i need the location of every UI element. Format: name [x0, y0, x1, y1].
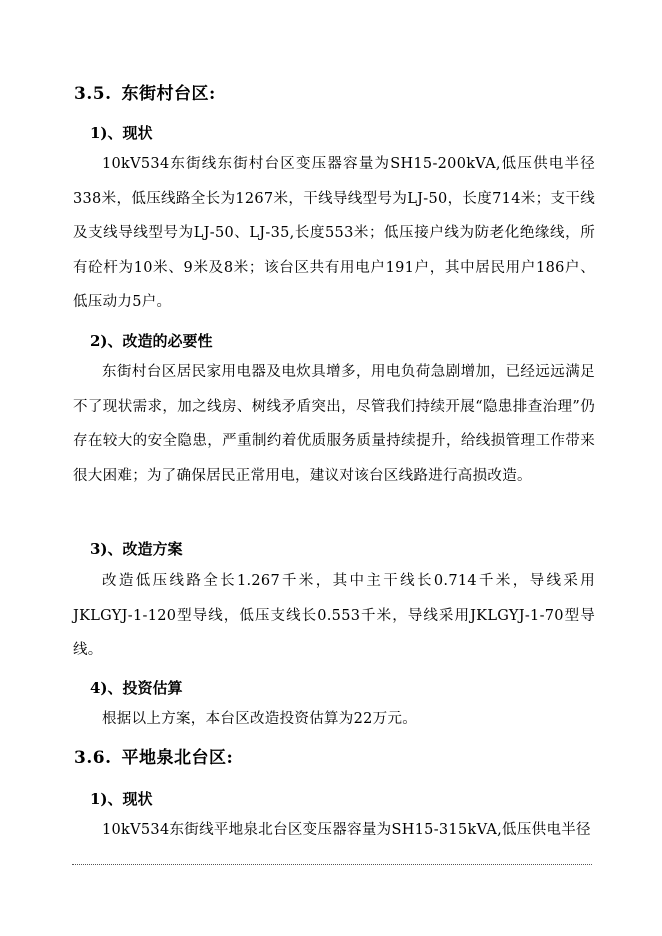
section-3-5-heading	[74, 82, 216, 106]
footer-divider	[72, 864, 592, 865]
section-3-6-heading	[74, 746, 233, 770]
subheading-plan: 3)、改造方案	[90, 540, 183, 558]
paragraph-plan: 改造低压线路全长1.267千米，其中主干线长0.714千米，导线采用JKLGYJ-1-120型导线，低压支线长0.553千米，导线采用JKLGYJ-1-70型导线。	[73, 573, 595, 658]
subheading-necessity: 2)、改造的必要性	[90, 332, 213, 350]
paragraph-status: 10kV534东街线平地泉北台区变压器容量为SH15-315kVA,低压供电半径	[102, 822, 591, 838]
paragraph-investment: 根据以上方案，本台区改造投资估算为22万元。	[102, 711, 418, 727]
paragraph-necessity: 东街村台区居民家用电器及电炊具增多，用电负荷急剧增加，已经远远满足不了现状需求，加之线房、树线矛盾突出，尽管我们持续开展“隐患排查治理”仍存在较大的安全隐患，严重制约着优质服务质量持续提升，给线损管理工作带来很大困难；为了确保居民正常用电，建议对该台区线路进行高损改造。	[73, 364, 595, 484]
section-title: 平地泉北台区:	[121, 748, 234, 768]
subheading-status: 1)、现状	[90, 790, 153, 808]
subheading-status: 1)、现状	[90, 124, 153, 142]
section-number: 3.5.	[74, 84, 112, 104]
section-title: 东街村台区:	[121, 84, 216, 104]
subheading-investment: 4)、投资估算	[90, 679, 183, 697]
section-number: 3.6.	[74, 748, 112, 768]
paragraph-status: 10kV534东街线东街村台区变压器容量为SH15-200kVA,低压供电半径338米，低压线路全长为1267米，干线导线型号为LJ-50，长度714米；支干线及支线导线型号为LJ-50、LJ-35,长度553米；低压接户线为防老化绝缘线，所有砼杆为10米、9米及8米；该台区共有用电户191户，其中居民用户186户、低压动力5户。	[73, 156, 595, 310]
